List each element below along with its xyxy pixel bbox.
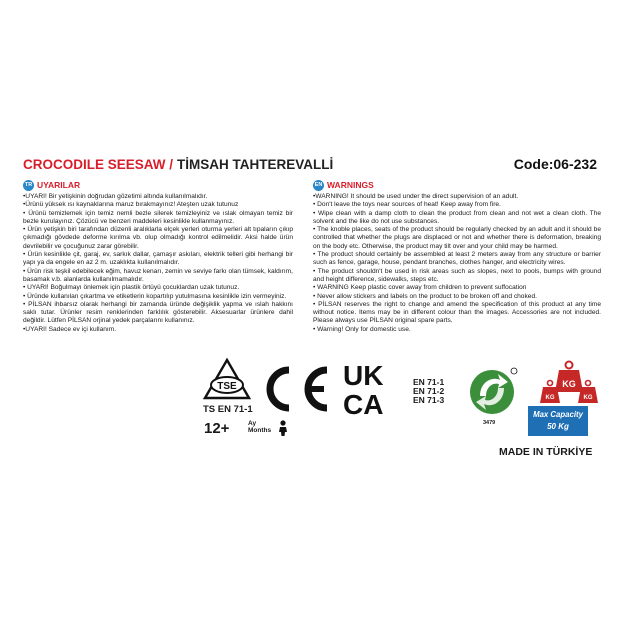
en-warning-line: • WARNING Keep plastic cover away from children to prevent suffocation (313, 284, 527, 292)
tr-warning-line: •UYARI! Bir yetişkinin doğrudan gözetimi altında kullanılmalıdır. (23, 193, 208, 200)
tr-warning-line: • PİLSAN ihbarsız olarak herhangi bir zamanda üründe değişiklik yapma ve ıslah hakkını saklı tutar. Ürünler resim renklerinden farklılık gösterebilir. Aksesuarlar ürünlere dahil değildir. Lütfen PİLSAN orjinal yedek parçalarını kullanınız. (23, 300, 293, 325)
age-rating: 12+ (204, 420, 230, 437)
tse-logo-text: TSE (217, 381, 237, 392)
made-in-origin: MADE IN TÜRKİYE (499, 446, 593, 458)
green-dot-number: 3479 (483, 420, 496, 426)
green-dot-recycling-icon (468, 366, 518, 418)
ce-mark-icon (259, 364, 331, 414)
tr-warning-line: •Ürünü yüksek ısı kaynaklarına maruz bırakmayınız! Ateşten uzak tutunuz (23, 201, 239, 209)
product-code: Code:06-232 (513, 156, 597, 172)
en-standards-list (413, 378, 444, 405)
weight-kg-icon (538, 360, 600, 406)
certification-marks (23, 358, 601, 473)
tr-warning-line: • UYARI! Boğulmayı önlemek için plastik örtüyü çocuklardan uzak tutunuz. (23, 284, 240, 292)
en-warning-line: • The knoble places, seats of the product should be regularly checked by an adult and it should be controlled that whether the plugs are displaced or not and whether there is deformation, breaking on the body etc. Otherwise, the product may tilt over and your child may be harmed. (313, 226, 601, 250)
en-standard: EN 71-2 (413, 386, 445, 396)
en-warning-line: •WARNING! It should be used under the direct supervision of an adult. (313, 193, 519, 200)
tr-warning-line: • Ürün risk teşkil edebilecek eğim, havuz kenarı, zemin ve seviye farkı olan tümsek, kaldırım, basamak v.b. alanlarda kullanılmamalıdır. (23, 267, 293, 283)
en-warning-line: • Warning! Only for domestic use. (313, 325, 411, 333)
ukca-mark-icon (341, 360, 403, 418)
max-capacity-label: Max Capacity (533, 410, 583, 419)
label-header (23, 152, 601, 174)
tr-warning-line: • Üründe kullanılan çıkartma ve etiketlerin kopartılıp yutulmasına kesinlikle izin vermeyiniz. (23, 292, 287, 300)
tse-standard: TS EN 71-1 (203, 404, 253, 415)
en-warning-line: • PİLSAN reserves the right to change and amend the specification of this product at any time without notice. Items may be in different colour than the images. Accessories are not included. Please always use PİLSAN original spare parts. (313, 300, 601, 325)
kg-label-small-left: KG (545, 395, 555, 401)
tr-warning-line: • Ürün kesinlikle çit, garaj, ev, sarkık dallar, çamaşır askıları, elektrik telleri gibi herhangi bir yapı ya da engele en az 2 m. uzaklıkta kullanılmalıdır. (23, 251, 293, 267)
en-warnings-list (313, 193, 601, 334)
tse-logo-icon (203, 358, 251, 402)
en-standard: EN 71-1 (413, 377, 445, 387)
max-capacity-badge (528, 406, 588, 436)
en-warnings-title: WARNINGS (327, 180, 374, 190)
age-units (248, 420, 271, 434)
tr-warnings-list (23, 193, 293, 334)
ukca-bottom-text: CA (343, 389, 384, 418)
en-warning-line: • Don't leave the toys near sources of heat! Keep away from fire. (313, 201, 501, 209)
max-capacity-value: 50 Kg (547, 422, 569, 431)
warnings-tr-section (23, 180, 293, 334)
product-title-tr: TİMSAH TAHTEREVALLİ (177, 157, 334, 172)
age-unit-en: Months (248, 427, 272, 434)
en-warning-line: • The product should certainly be assembled at least 2 meters away from any structure or barrier such as fence, garage, house, pendant branches, clothes hanger, and electricity wires. (313, 251, 601, 267)
en-warning-line: • Never allow stickers and labels on the product to be broken off and choked. (313, 292, 537, 300)
product-title-en: CROCODILE SEESAW / (23, 157, 174, 172)
age-unit-tr: Ay (248, 420, 257, 427)
en-standard: EN 71-3 (413, 395, 445, 405)
en-warning-line: • The product shouldn't be used in risk areas such as slopes, next to pools, bumps with ground and height difference, sidewalks, steps etc. (313, 267, 601, 283)
tr-warnings-title: UYARILAR (37, 180, 81, 190)
tr-language-badge: TR (23, 180, 34, 191)
kg-label: KG (562, 379, 576, 389)
tr-warning-line: • Ürün yetişkin biri tarafından düzenli aralıklarla elçek yerleri oturma yerleri alt tıpaların çıkıp çıkmadığı gövdede deforme kırılma vb. olup olmadığı kontrol edilmelidir. Aksi halde ürün devrilebilir ve çocuğunuz zarar görebilir. (23, 226, 293, 250)
ukca-top-text: UK (343, 360, 384, 391)
product-label (23, 152, 601, 475)
warnings-en-section (313, 180, 601, 334)
tr-warning-line: •UYARI! Sadece ev içi kullanım. (23, 325, 117, 333)
child-figure-icon (278, 420, 288, 436)
tr-warning-line: • Ürünü temizlemek için temiz nemli bezle silerek temizleyiniz ve ıslak olmayan temiz bir bezle kurulayınız. Çözücü ve benzeri maddeleri kesinlikle kullanmayınız. (23, 209, 293, 225)
en-language-badge: EN (313, 180, 324, 191)
en-warning-line: • Wipe clean with a damp cloth to clean the product from clean and not wet a clean cloth. The solvent and the like do not use substances. (313, 209, 601, 225)
kg-label-small-right: KG (583, 395, 593, 401)
